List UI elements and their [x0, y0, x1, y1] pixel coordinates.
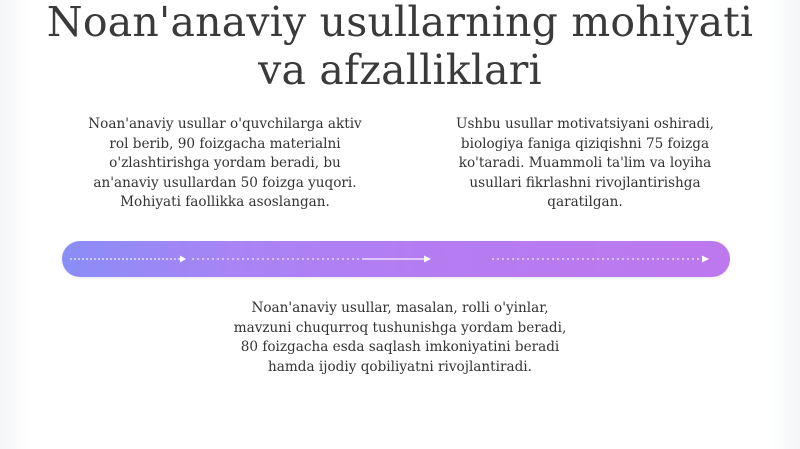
right-paragraph — [420, 115, 750, 213]
timeline-arrows — [62, 241, 730, 277]
timeline-bar — [62, 241, 730, 277]
bottom-paragraph — [210, 299, 590, 377]
left-paragraph-line: an'anaviy usullardan 50 foizga yuqori. — [93, 174, 357, 191]
slide-title-line-1: Noan'anaviy usullarning mohiyati — [46, 0, 754, 46]
left-paragraph-line: o'zlashtirishga yordam beradi, bu — [109, 155, 341, 171]
bottom-paragraph-line: mavzuni chuqurroq tushunishga yordam beradi, — [233, 319, 567, 336]
bottom-paragraph-line: hamda ijodiy qobiliyatni rivojlantiradi. — [268, 358, 532, 375]
left-paragraph-line: Noan'anaviy usullar o'quvchilarga aktiv — [88, 116, 362, 132]
right-paragraph-line: qaratilgan. — [547, 194, 623, 210]
left-paragraph-line: Mohiyati faollikka asoslangan. — [120, 194, 330, 210]
arrow-right-icon — [180, 256, 186, 263]
slide-title-line-2: va afzalliklari — [258, 46, 542, 94]
bottom-paragraph-line: 80 foizgacha esda saqlash imkoniyatini beradi — [240, 339, 560, 355]
right-paragraph-line: Ushbu usullar motivatsiyani oshiradi, — [456, 116, 714, 132]
left-paragraph — [60, 115, 390, 213]
arrow-right-icon — [424, 256, 431, 263]
right-paragraph-line: ko'taradi. Muammoli ta'lim va loyiha — [458, 155, 712, 171]
right-paragraph-line: biologiya faniga qiziqishni 75 foizga — [460, 135, 710, 152]
arrow-right-icon — [702, 256, 709, 263]
left-paragraph-line: rol berib, 90 foizgacha materialni — [109, 135, 341, 152]
slide-title — [0, 0, 800, 94]
right-paragraph-line: usullari fikrlashni rivojlantirishga — [469, 174, 701, 191]
bottom-paragraph-line: Noan'anaviy usullar, masalan, rolli o'yinlar, — [251, 300, 549, 316]
